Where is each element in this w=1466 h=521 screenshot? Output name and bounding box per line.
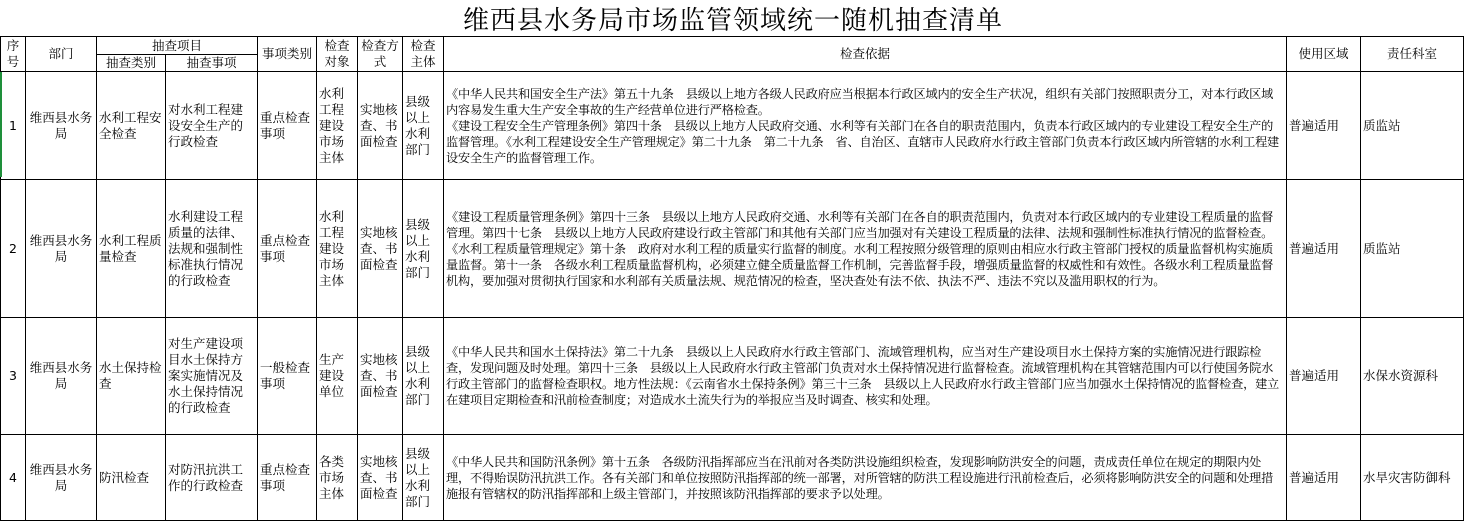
cell-seq[interactable]: 1 xyxy=(1,72,26,180)
table-row xyxy=(1,180,1464,318)
basis-paragraph: 《中华人民共和国水土保持法》第二十九条 县级以上人民政府水行政主管部门、流域管理机构，应当对生产建设项目水土保持方案的实施情况进行跟踪检查，发现问题及时处理。第四十三条 县级以上人民政府水行政主管部门负责对水土保持情况进行监督检查。流域管理机构在其管辖范围内可以行使国务院水行政主管部门的监督检查职权。地方性法规：《云南省水土保持条例》第三十三条 县级以上人民政府水行政主管部门应当加强水土保持情况的监督检查，建立在建项目定期检查和汛前检查制度；对造成水土流失行为的举报应当及时调查、核实和处理。 xyxy=(446,345,1280,407)
cell-matter-type[interactable]: 重点检查事项 xyxy=(258,180,317,318)
cell-office[interactable]: 水保水资源科 xyxy=(1361,318,1464,435)
cell-matter-type[interactable]: 重点检查事项 xyxy=(258,435,317,521)
cell-basis[interactable] xyxy=(444,72,1287,180)
cell-matter[interactable]: 水利建设工程质量的法律、法规和强制性标准执行情况的行政检查 xyxy=(166,180,258,318)
header-scope[interactable]: 使用区域 xyxy=(1287,37,1361,72)
cell-target[interactable]: 水利工程建设市场主体 xyxy=(317,180,358,318)
cell-dept[interactable]: 维西县水务局 xyxy=(26,318,97,435)
header-dept[interactable]: 部门 xyxy=(26,37,97,72)
basis-paragraph: 《中华人民共和国防汛条例》第十五条 各级防汛指挥部应当在汛前对各类防洪设施组织检查，发现影响防洪安全的问题，责成责任单位在规定的期限内处理，不得贻误防汛抗洪工作。各有关部门和单位按照防汛指挥部的统一部署，对所管辖的防洪工程设施进行汛前检查后，必须将影响防洪安全的问题和处理措施报有管辖权的防汛指挥部和上级主管部门，并按照该防汛指挥部的要求予以处理。 xyxy=(446,454,1274,501)
cell-method[interactable]: 实地核查、书面检查 xyxy=(358,435,403,521)
cell-scope[interactable]: 普遍适用 xyxy=(1287,435,1361,521)
cell-scope[interactable]: 普遍适用 xyxy=(1287,180,1361,318)
cell-basis[interactable] xyxy=(444,318,1287,435)
cell-subject[interactable]: 县级以上水利部门 xyxy=(403,180,444,318)
cell-office[interactable]: 质监站 xyxy=(1361,180,1464,318)
header-matter-type[interactable]: 事项类别 xyxy=(258,37,317,72)
cell-office[interactable]: 水旱灾害防御科 xyxy=(1361,435,1464,521)
cell-subject[interactable]: 县级以上水利部门 xyxy=(403,435,444,521)
cell-dept[interactable]: 维西县水务局 xyxy=(26,72,97,180)
cell-category[interactable]: 水利工程安全检查 xyxy=(97,72,166,180)
row-selection-indicator xyxy=(0,72,2,177)
cell-method[interactable]: 实地核查、书面检查 xyxy=(358,180,403,318)
cell-subject[interactable]: 县级以上水利部门 xyxy=(403,72,444,180)
header-basis[interactable]: 检查依据 xyxy=(444,37,1287,72)
inspection-table xyxy=(0,36,1464,521)
header-target[interactable]: 检查对象 xyxy=(317,37,358,72)
cell-seq[interactable]: 4 xyxy=(1,435,26,521)
cell-category[interactable]: 防汛检查 xyxy=(97,435,166,521)
cell-matter[interactable]: 对生产建设项目水土保持方案实施情况及水土保持情况的行政检查 xyxy=(166,318,258,435)
header-item-group[interactable]: 抽查项目 xyxy=(97,37,258,55)
basis-paragraph: 《中华人民共和国安全生产法》第五十九条 县级以上地方各级人民政府应当根据本行政区域内的安全生产状况，组织有关部门按照职责分工，对本行政区域内容易发生重大生产安全事故的生产经营单位进行严格检查。 xyxy=(446,86,1274,117)
cell-dept[interactable]: 维西县水务局 xyxy=(26,180,97,318)
basis-paragraph: 《建设工程质量管理条例》第四十三条 县级以上地方人民政府交通、水利等有关部门在各自的职责范围内，负责对本行政区域内的专业建设工程质量的监督管理。第四十七条 县级以上地方人民政府建设行政主管部门和其他有关部门应当加强对有关建设工程质量的法律、法规和强制性标准执行情况的监督检查。 xyxy=(446,209,1274,240)
cell-matter-type[interactable]: 重点检查事项 xyxy=(258,72,317,180)
cell-subject[interactable]: 县级以上水利部门 xyxy=(403,318,444,435)
header-office[interactable]: 责任科室 xyxy=(1361,37,1464,72)
cell-target[interactable]: 各类市场主体 xyxy=(317,435,358,521)
basis-paragraph: 《水利工程质量管理规定》第十条 政府对水利工程的质量实行监督的制度。水利工程按照分级管理的原则由相应水行政主管部门授权的质量监督机构实施质量监督。第十一条 各级水利工程质量监督机构，必须建立健全质量监督工作机制，完善监督手段，增强质量监督的权威性和有效性。各级水利工程质量监督机构，要加强对贯彻执行国家和水利部有关质量法规、规范情况的检查，坚决查处有法不依、执法不严、违法不究以及滥用职权的行为。 xyxy=(446,241,1274,288)
cell-category[interactable]: 水利工程质量检查 xyxy=(97,180,166,318)
cell-seq[interactable]: 2 xyxy=(1,180,26,318)
header-item-matter[interactable]: 抽查事项 xyxy=(166,55,258,72)
cell-basis[interactable] xyxy=(444,180,1287,318)
cell-method[interactable]: 实地核查、书面检查 xyxy=(358,72,403,180)
cell-office[interactable]: 质监站 xyxy=(1361,72,1464,180)
cell-scope[interactable]: 普遍适用 xyxy=(1287,318,1361,435)
table-row xyxy=(1,318,1464,435)
header-method[interactable]: 检查方式 xyxy=(358,37,403,72)
cell-method[interactable]: 实地核查、书面检查 xyxy=(358,318,403,435)
header-subject[interactable]: 检查主体 xyxy=(403,37,444,72)
header-seq[interactable]: 序号 xyxy=(1,37,26,72)
table-row xyxy=(1,72,1464,180)
sheet-title: 维西县水务局市场监管领域统一随机抽查清单 xyxy=(462,5,1003,36)
header-row-top xyxy=(1,37,1464,55)
cell-dept[interactable]: 维西县水务局 xyxy=(26,435,97,521)
table-row xyxy=(1,435,1464,521)
cell-matter[interactable]: 对水利工程建设安全生产的行政检查 xyxy=(166,72,258,180)
cell-matter[interactable]: 对防汛抗洪工作的行政检查 xyxy=(166,435,258,521)
basis-paragraph: 《建设工程安全生产管理条例》第四十条 县级以上地方人民政府交通、水利等有关部门在各自的职责范围内，负责本行政区域内的专业建设工程安全生产的监督管理。《水利工程建设安全生产管理规定》第二十九条 第二十九条 省、自治区、直辖市人民政府水行政主管部门负责本行政区域内所管辖的水利工程建设安全生产的监督管理工作。 xyxy=(446,118,1280,165)
cell-scope[interactable]: 普遍适用 xyxy=(1287,72,1361,180)
cell-matter-type[interactable]: 一般检查事项 xyxy=(258,318,317,435)
cell-category[interactable]: 水土保持检查 xyxy=(97,318,166,435)
cell-target[interactable]: 水利工程建设市场主体 xyxy=(317,72,358,180)
cell-basis[interactable] xyxy=(444,435,1287,521)
cell-target[interactable]: 生产建设单位 xyxy=(317,318,358,435)
cell-seq[interactable]: 3 xyxy=(1,318,26,435)
header-item-category[interactable]: 抽查类别 xyxy=(97,55,166,72)
